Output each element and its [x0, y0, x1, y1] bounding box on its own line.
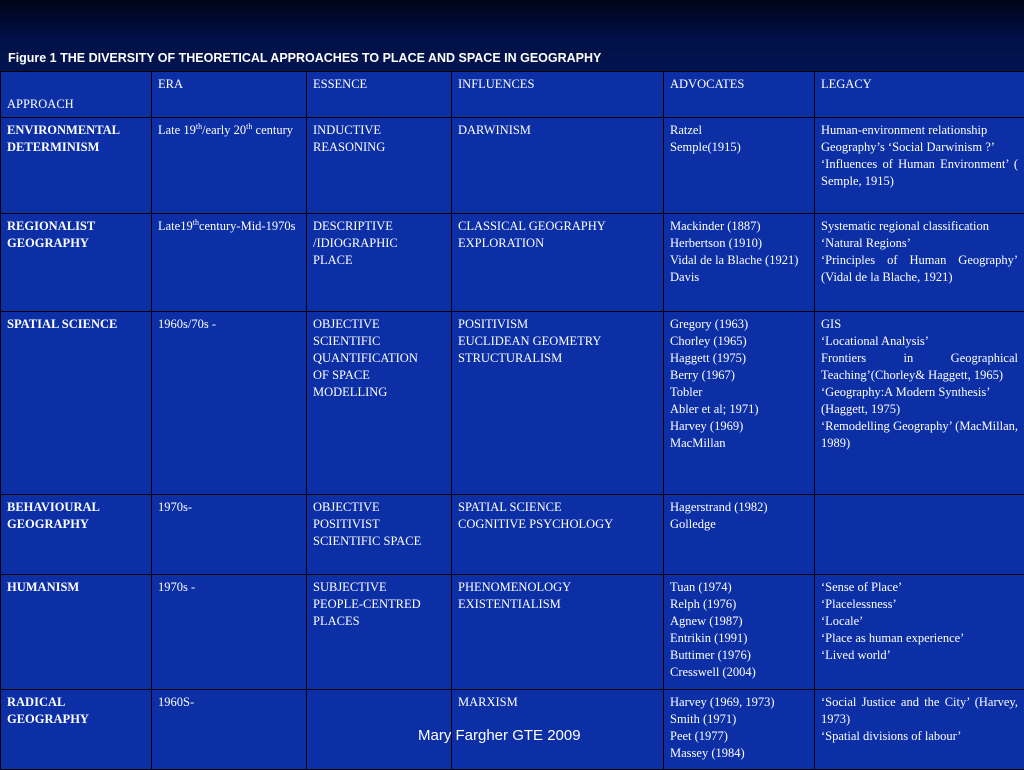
era-superscript: th [196, 122, 202, 131]
advocates-cell [664, 575, 815, 690]
influences-cell-line: EXPLORATION [458, 235, 657, 252]
advocates-cell-line: Ratzel [670, 122, 808, 139]
era-text: 1970s- [158, 500, 192, 514]
approach-cell-line: GEOGRAPHY [7, 516, 145, 533]
approach-cell [1, 118, 152, 214]
legacy-cell-line: ‘Placelessness’ [821, 596, 1018, 613]
essence-cell [307, 214, 452, 312]
influences-cell [452, 118, 664, 214]
legacy-cell [815, 575, 1024, 690]
advocates-cell-line: Buttimer (1976) [670, 647, 808, 664]
essence-cell-line: PLACE [313, 252, 445, 269]
influences-cell-line: EUCLIDEAN GEOMETRY [458, 333, 657, 350]
era-cell [152, 690, 307, 770]
approach-cell [1, 214, 152, 312]
influences-cell-line: DARWINISM [458, 122, 657, 139]
advocates-cell-line: Peet (1977) [670, 728, 808, 745]
advocates-cell-line: Cresswell (2004) [670, 664, 808, 681]
advocates-cell-line: Agnew (1987) [670, 613, 808, 630]
advocates-cell-line: Massey (1984) [670, 745, 808, 762]
legacy-cell [815, 214, 1024, 312]
essence-cell-line: OBJECTIVE [313, 316, 445, 333]
legacy-cell [815, 495, 1024, 575]
advocates-cell-line: Entrikin (1991) [670, 630, 808, 647]
legacy-cell-line: Systematic regional classification [821, 218, 1018, 235]
legacy-cell-line: ‘Remodelling Geography’ (MacMillan, 1989) [821, 418, 1018, 452]
advocates-cell-line: Gregory (1963) [670, 316, 808, 333]
influences-cell-line: COGNITIVE PSYCHOLOGY [458, 516, 657, 533]
legacy-cell [815, 118, 1024, 214]
essence-cell-line: POSITIVIST [313, 516, 445, 533]
advocates-cell-line: Harvey (1969) [670, 418, 808, 435]
header-essence: ESSENCE [307, 72, 452, 118]
approach-cell-line: SPATIAL SCIENCE [7, 316, 145, 333]
legacy-cell-line: (Haggett, 1975) [821, 401, 1018, 418]
advocates-cell-line: Tobler [670, 384, 808, 401]
approach-cell-line: DETERMINISM [7, 139, 145, 156]
era-superscript: th [193, 218, 199, 227]
approach-cell-line: GEOGRAPHY [7, 711, 145, 728]
era-text: /early 20 [202, 123, 246, 137]
advocates-cell-line: Davis [670, 269, 808, 286]
approach-cell [1, 575, 152, 690]
legacy-cell-line: ‘Locale’ [821, 613, 1018, 630]
advocates-cell [664, 312, 815, 495]
legacy-cell-line: ‘Place as human experience’ [821, 630, 1018, 647]
legacy-cell-line: ‘Geography:A Modern Synthesis’ [821, 384, 1018, 401]
essence-cell-line: /IDIOGRAPHIC [313, 235, 445, 252]
advocates-cell [664, 118, 815, 214]
era-text: Late 19 [158, 123, 196, 137]
legacy-cell-line: Human-environment relationship [821, 122, 1018, 139]
table-row [1, 214, 1024, 312]
essence-cell-line: SUBJECTIVE [313, 579, 445, 596]
essence-cell [307, 575, 452, 690]
advocates-cell-line: Herbertson (1910) [670, 235, 808, 252]
approach-cell-line: HUMANISM [7, 579, 145, 596]
advocates-cell-line: Semple(1915) [670, 139, 808, 156]
legacy-cell-line: ‘Sense of Place’ [821, 579, 1018, 596]
essence-cell-line: SCIENTIFIC SPACE [313, 533, 445, 550]
essence-cell [307, 118, 452, 214]
essence-cell-line: PLACES [313, 613, 445, 630]
legacy-cell-line: GIS [821, 316, 1018, 333]
header-advocates: ADVOCATES [664, 72, 815, 118]
essence-cell [307, 312, 452, 495]
essence-cell-line: MODELLING [313, 384, 445, 401]
header-influences: INFLUENCES [452, 72, 664, 118]
table-row [1, 575, 1024, 690]
era-text: 1970s - [158, 580, 195, 594]
legacy-cell [815, 312, 1024, 495]
era-text: 1960S- [158, 695, 194, 709]
legacy-cell-line: Geography’s ‘Social Darwinism ?’ [821, 139, 1018, 156]
influences-cell-line: SPATIAL SCIENCE [458, 499, 657, 516]
essence-cell-line: QUANTIFICATION [313, 350, 445, 367]
era-cell [152, 312, 307, 495]
influences-cell [452, 575, 664, 690]
legacy-cell-line: ‘Social Justice and the City’ (Harvey, 1973) [821, 694, 1018, 728]
influences-cell-line: MARXISM [458, 694, 657, 711]
approaches-table [0, 71, 1024, 770]
header-legacy: LEGACY [815, 72, 1024, 118]
advocates-cell [664, 214, 815, 312]
advocates-cell-line: Tuan (1974) [670, 579, 808, 596]
era-cell [152, 118, 307, 214]
influences-cell-line: CLASSICAL GEOGRAPHY [458, 218, 657, 235]
advocates-cell-line: Relph (1976) [670, 596, 808, 613]
legacy-cell-line: Frontiers in Geographical Teaching’(Chorley& Haggett, 1965) [821, 350, 1018, 384]
essence-cell [307, 495, 452, 575]
era-superscript: th [246, 122, 252, 131]
influences-cell-line: PHENOMENOLOGY [458, 579, 657, 596]
influences-cell-line: STRUCTURALISM [458, 350, 657, 367]
era-cell [152, 495, 307, 575]
advocates-cell-line: Abler et al; 1971) [670, 401, 808, 418]
influences-cell-line: EXISTENTIALISM [458, 596, 657, 613]
advocates-cell-line: Harvey (1969, 1973) [670, 694, 808, 711]
era-text: century [252, 123, 293, 137]
influences-cell [452, 214, 664, 312]
approach-cell-line: ENVIRONMENTAL [7, 122, 145, 139]
approach-cell-line: REGIONALIST [7, 218, 145, 235]
essence-cell-line: REASONING [313, 139, 445, 156]
advocates-cell-line: Berry (1967) [670, 367, 808, 384]
advocates-cell-line: Hagerstrand (1982) [670, 499, 808, 516]
figure-title: Figure 1 THE DIVERSITY OF THEORETICAL APPROACHES TO PLACE AND SPACE IN GEOGRAPHY [8, 51, 601, 65]
legacy-cell-line: ‘Spatial divisions of labour’ [821, 728, 1018, 745]
approach-cell [1, 495, 152, 575]
advocates-cell-line: Haggett (1975) [670, 350, 808, 367]
advocates-cell [664, 495, 815, 575]
essence-cell-line: OBJECTIVE [313, 499, 445, 516]
advocates-cell-line: Smith (1971) [670, 711, 808, 728]
essence-cell-line: PEOPLE-CENTRED [313, 596, 445, 613]
essence-cell-line: SCIENTIFIC [313, 333, 445, 350]
advocates-cell-line: Mackinder (1887) [670, 218, 808, 235]
table-row [1, 312, 1024, 495]
essence-cell-line: INDUCTIVE [313, 122, 445, 139]
legacy-cell [815, 690, 1024, 770]
table-row [1, 118, 1024, 214]
header-era: ERA [152, 72, 307, 118]
era-text: Late19 [158, 219, 193, 233]
header-row [1, 72, 1024, 118]
approach-cell-line: RADICAL [7, 694, 145, 711]
advocates-cell [664, 690, 815, 770]
legacy-cell-line: ‘Lived world’ [821, 647, 1018, 664]
advocates-cell-line: Golledge [670, 516, 808, 533]
advocates-cell-line: MacMillan [670, 435, 808, 452]
legacy-cell-line: ‘Locational Analysis’ [821, 333, 1018, 350]
era-cell [152, 575, 307, 690]
era-text: 1960s/70s - [158, 317, 216, 331]
era-text: century-Mid-1970s [199, 219, 296, 233]
legacy-cell-line: ‘Natural Regions’ [821, 235, 1018, 252]
advocates-cell-line: Vidal de la Blache (1921) [670, 252, 808, 269]
influences-cell [452, 495, 664, 575]
table-row [1, 495, 1024, 575]
approach-cell [1, 312, 152, 495]
footer-credit: Mary Fargher GTE 2009 [418, 727, 581, 744]
legacy-cell-line: ‘Principles of Human Geography’ (Vidal de la Blache, 1921) [821, 252, 1018, 286]
legacy-cell-line: ‘Influences of Human Environment’ ( Semple, 1915) [821, 156, 1018, 190]
influences-cell-line: POSITIVISM [458, 316, 657, 333]
influences-cell [452, 312, 664, 495]
essence-cell-line: OF SPACE [313, 367, 445, 384]
advocates-cell-line: Chorley (1965) [670, 333, 808, 350]
header-approach: APPROACH [1, 72, 152, 118]
approach-cell-line: GEOGRAPHY [7, 235, 145, 252]
approach-cell-line: BEHAVIOURAL [7, 499, 145, 516]
era-cell [152, 214, 307, 312]
approach-cell [1, 690, 152, 770]
essence-cell-line: DESCRIPTIVE [313, 218, 445, 235]
